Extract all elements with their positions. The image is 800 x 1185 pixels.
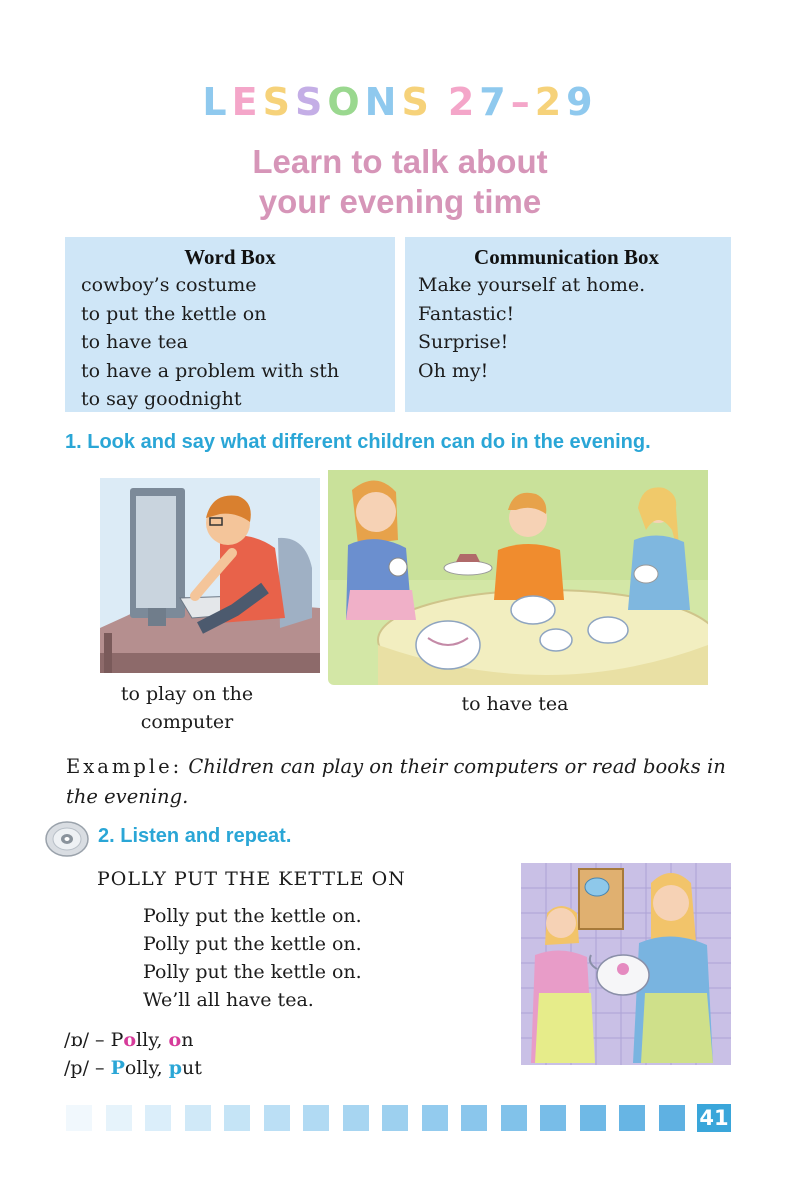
title-letter: 2	[534, 80, 567, 124]
poem	[143, 902, 362, 1014]
title-letter: S	[262, 80, 295, 124]
title-letter: N	[364, 80, 402, 124]
footer-square	[303, 1105, 329, 1131]
footer-square	[106, 1105, 132, 1131]
poem-line: Polly put the kettle on.	[143, 905, 362, 927]
phonetic-symbol: /ɒ/ –	[64, 1029, 105, 1051]
title-letter: E	[231, 80, 263, 124]
title-letter: O	[327, 80, 365, 124]
title-letter: –	[510, 80, 535, 124]
caption-computer	[98, 680, 276, 736]
communication-box-list	[418, 271, 715, 385]
subtitle-line-1: Learn to talk about	[252, 143, 548, 180]
word-part: n	[181, 1029, 194, 1051]
caption-computer-line-2: computer	[140, 711, 234, 733]
kitchen-illustration	[521, 863, 731, 1065]
highlight-letter: o	[123, 1029, 137, 1051]
phonetic-line-1	[64, 1026, 193, 1054]
poem-line: We’ll all have tea.	[143, 989, 314, 1011]
communication-box	[405, 237, 731, 412]
footer-square	[382, 1105, 408, 1131]
title-letter: L	[202, 80, 232, 124]
list-item: Oh my!	[418, 359, 489, 382]
footer-square	[422, 1105, 448, 1131]
lessons-title	[0, 80, 800, 130]
list-item: to put the kettle on	[81, 302, 267, 325]
title-letter: S	[294, 80, 328, 124]
list-item: cowboy’s costume	[81, 274, 257, 296]
word-box-list	[81, 271, 379, 414]
task-2-instruction: 2. Listen and repeat.	[98, 825, 292, 847]
audio-cd-icon[interactable]	[44, 820, 90, 858]
footer-square	[66, 1105, 92, 1131]
subtitle-line-2: your evening time	[258, 183, 542, 220]
word-part: P	[110, 1029, 124, 1051]
phonetic-symbol: /p/ –	[64, 1057, 105, 1079]
footer-square	[580, 1105, 606, 1131]
footer-square	[461, 1105, 487, 1131]
poem-title: POLLY PUT THE KETTLE ON	[97, 868, 406, 890]
phonetic-line-2	[64, 1054, 202, 1082]
footer-square	[224, 1105, 250, 1131]
example-sentence: Children can play on their computers or read books in the evening.	[66, 755, 726, 808]
footer-square	[264, 1105, 290, 1131]
footer-square	[145, 1105, 171, 1131]
highlight-letter: o	[168, 1029, 182, 1051]
title-letter: 9	[566, 80, 598, 124]
example-lead: Example:	[66, 755, 183, 778]
poem-line: Polly put the kettle on.	[143, 961, 362, 983]
word-part: ut	[182, 1057, 202, 1079]
highlight-letter: p	[168, 1057, 183, 1079]
list-item: Surprise!	[418, 331, 509, 353]
list-item: to have a problem with sth	[81, 359, 340, 382]
highlight-letter: P	[110, 1057, 125, 1079]
boy-computer-illustration	[100, 478, 320, 673]
word-box	[65, 237, 395, 412]
footer-square	[540, 1105, 566, 1131]
title-letter: 2	[447, 80, 480, 124]
word-part: lly,	[136, 1029, 163, 1051]
word-box-title: Word Box	[184, 245, 276, 269]
title-letter: S	[401, 80, 434, 124]
footer-square	[501, 1105, 527, 1131]
task-1-instruction: 1. Look and say what different children can do in the evening.	[65, 431, 651, 453]
word-part: olly,	[124, 1057, 163, 1079]
tea-party-illustration	[328, 470, 708, 685]
poem-line: Polly put the kettle on.	[143, 933, 362, 955]
list-item: Fantastic!	[418, 302, 515, 325]
list-item: to have tea	[81, 331, 188, 353]
footer-square	[659, 1105, 685, 1131]
caption-computer-line-1: to play on the	[120, 683, 254, 705]
footer-square	[619, 1105, 645, 1131]
footer-square	[185, 1105, 211, 1131]
example-text	[66, 752, 736, 812]
communication-box-title: Communication Box	[474, 245, 659, 269]
list-item: to say goodnight	[81, 388, 242, 410]
list-item: Make yourself at home.	[418, 274, 646, 296]
footer-square	[343, 1105, 369, 1131]
page-number: 41	[697, 1104, 731, 1132]
page-subtitle	[0, 142, 800, 222]
title-letter: 7	[479, 80, 511, 124]
caption-tea: to have tea	[461, 693, 569, 715]
